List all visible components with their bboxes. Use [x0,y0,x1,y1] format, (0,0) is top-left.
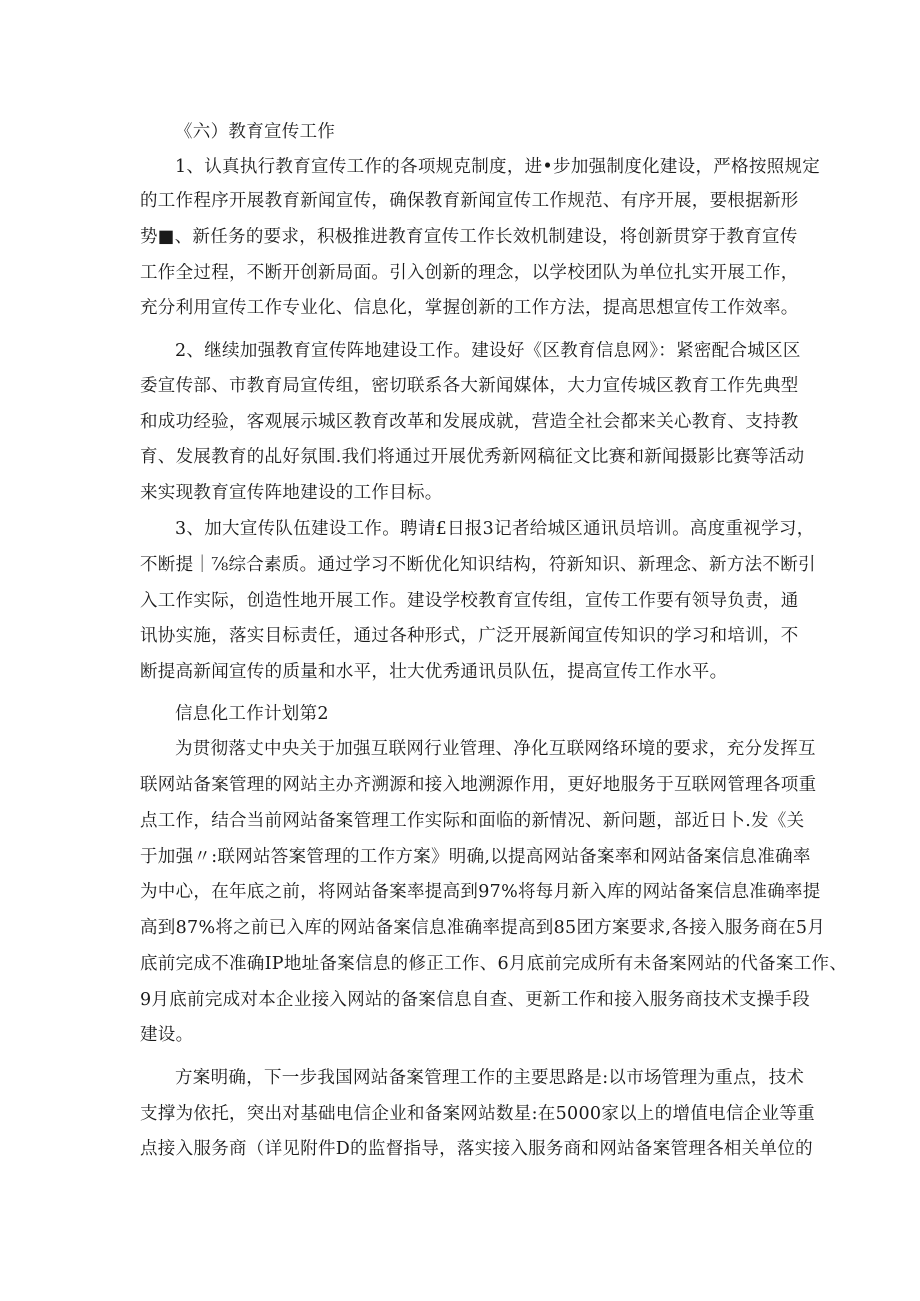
paragraph-line: 底前完成不准确IP地址备案信息的修正工作、6月底前完成所有未备案网站的代备案工作、 [140,954,848,974]
paragraph-line: 为贯彻落丈中央关于加强互联网行业管理、净化互联网络环境的要求，充分发挥互 [175,739,816,759]
paragraph-line: 来实现教育宣传阵地建设的工作目标。 [140,483,443,503]
paragraph-line: 委宣传部、市教育局宣传组，密切联系各大新闻媒体，大力宣传城区教育工作先典型 [140,376,799,396]
section-heading: 《六）教育宣传工作 [175,122,336,142]
paragraph-line: 联网站备案管理的网站主办齐溯源和接入地溯源作用，更好地服务于互联网管理各项重 [140,775,817,795]
paragraph-line: 点接入服务商（详见附件D的监督指导，落实接入服务商和网站备案管理各相关单位的 [140,1139,813,1159]
paragraph-line: 建设。 [140,1025,194,1045]
plan-title: 信息化工作计划第2 [175,704,329,724]
paragraph-line: 工作全过程，不断开创新局面。引入创新的理念，以学校团队为单位扎实开展工作， [140,263,799,283]
paragraph-line: 入工作实际，创造性地开展工作。建设学校教育宣传组，宣传工作要有领导负责，通 [140,591,799,611]
paragraph-line: 为中心，在年底之前，将网站备案率提高到97%将每月新入库的网站备案信息准确率提 [140,882,821,902]
paragraph-line: 断提高新闻宣传的质量和水平，壮大优秀通讯员队伍，提高宣传工作水平。 [140,662,728,682]
paragraph-line: 3、加大宣传队伍建设工作。聘请£日报3记者给城区通讯员培训。高度重视学习， [175,519,815,539]
paragraph-line: 育、发展教育的乩好氛围.我们将通过开展优秀新网稿征文比赛和新闻摄影比赛等活动 [140,447,805,467]
paragraph-line: 讯协实施，落实目标责任，通过各种形式，广泛开展新闻宣传知识的学习和培训，不 [140,626,799,646]
paragraph-line: 于加强〃:联网站答案管理的工作方案》明确,以提高网站备案率和网站备案信息准确率 [140,847,811,867]
paragraph-line: 1、认真执行教育宣传工作的各项规克制度，进•步加强制度化建设，严格按照规定 [175,157,821,177]
paragraph-line: 的工作程序开展教育新闻宣传，确保教育新闻宣传工作规范、有序开展，要根据新形 [140,191,799,211]
paragraph-line: 充分利用宣传工作专业化、信息化，掌握创新的工作方法，提高思想宣传工作效率。 [140,298,799,318]
paragraph-line: 和成功经验，客观展示城区教育改革和发展成就，营造全社会都来关心教育、支持教 [140,412,799,432]
paragraph-line: 9月底前完成对本企业接入网站的备案信息自查、更新工作和接入服务商技术支操手段 [140,990,811,1010]
paragraph-line: 不断提｜⅞综合素质。通过学习不断优化知识结构，符新知识、新理念、新方法不断引 [140,555,816,575]
paragraph-line: 点工作，结合当前网站备案管理工作实际和面临的新情况、新问题，部近日卜.发《关 [140,811,805,831]
paragraph-line: 高到87%将之前已入库的网站备案信息准确率提高到85团方案要求,各接入服务商在5月 [140,918,826,938]
paragraph-line: 方案明确，下一步我国网站备案管理工作的主要思路是:以市场管理为重点，技术 [175,1068,805,1088]
paragraph-line: 2、继续加强教育宣传阵地建设工作。建设好《区教育信息网》：紧密配合城区区 [175,341,801,361]
paragraph-line: 支撑为依托，突出对基础电信企业和备案网站数星:在5000家以上的增值电信企业等重 [140,1104,815,1124]
paragraph-line: 势■、新任务的要求，积极推进教育宣传工作长效机制建设，将创新贯穿于教育宣传 [140,227,798,247]
